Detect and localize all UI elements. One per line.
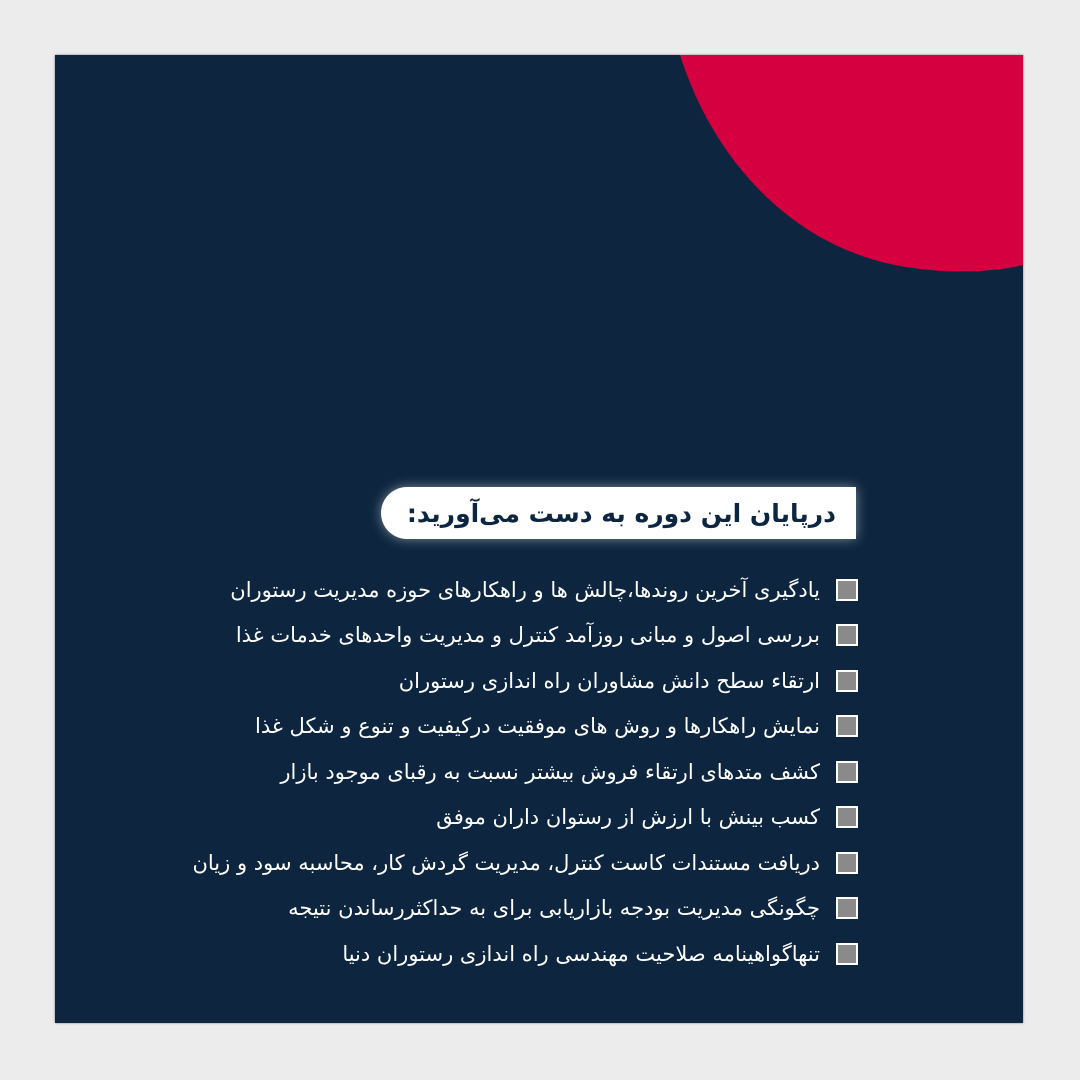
square-bullet-icon — [836, 624, 858, 646]
square-bullet-icon — [836, 670, 858, 692]
list-item-text: تنهاگواهینامه صلاحیت مهندسی راه اندازی رستوران دنیا — [342, 941, 820, 966]
list-item — [98, 795, 858, 841]
square-bullet-icon — [836, 715, 858, 737]
list-item-text: چگونگی مدیریت بودجه بازاریابی برای به حداکثررساندن نتیجه — [288, 896, 820, 921]
heading-banner — [381, 487, 856, 539]
list-item-text: ارتقاء سطح دانش مشاوران راه اندازی رستوران — [398, 668, 820, 693]
list-item — [98, 567, 858, 613]
list-item — [98, 840, 858, 886]
list-item-text: کسب بینش با ارزش از رستوان داران موفق — [436, 805, 820, 830]
list-item-text: نمایش راهکارها و روش های موفقیت درکیفیت و تنوع و شکل غذا — [255, 714, 820, 739]
list-item — [98, 886, 858, 932]
benefits-list — [98, 567, 858, 977]
list-item — [98, 658, 858, 704]
list-item-text: دریافت مستندات کاست کنترل، مدیریت گردش کار، محاسبه سود و زیان — [192, 850, 820, 875]
square-bullet-icon — [836, 897, 858, 919]
square-bullet-icon — [836, 852, 858, 874]
list-item — [98, 931, 858, 977]
square-bullet-icon — [836, 761, 858, 783]
square-bullet-icon — [836, 579, 858, 601]
list-item — [98, 749, 858, 795]
heading-text: درپایان این دوره به دست می‌آورید: — [406, 498, 836, 528]
list-item — [98, 613, 858, 659]
square-bullet-icon — [836, 806, 858, 828]
square-bullet-icon — [836, 943, 858, 965]
list-item-text: بررسی اصول و مبانی روزآمد کنترل و مدیریت واحدهای خدمات غذا — [235, 623, 820, 648]
list-item-text: یادگیری آخرین روندها،چالش ها و راهکارهای حوزه مدیریت رستوران — [230, 577, 820, 602]
content-card — [55, 55, 1023, 1023]
list-item — [98, 704, 858, 750]
list-item-text: کشف متدهای ارتقاء فروش بیشتر نسبت به رقبای موجود بازار — [280, 759, 820, 784]
